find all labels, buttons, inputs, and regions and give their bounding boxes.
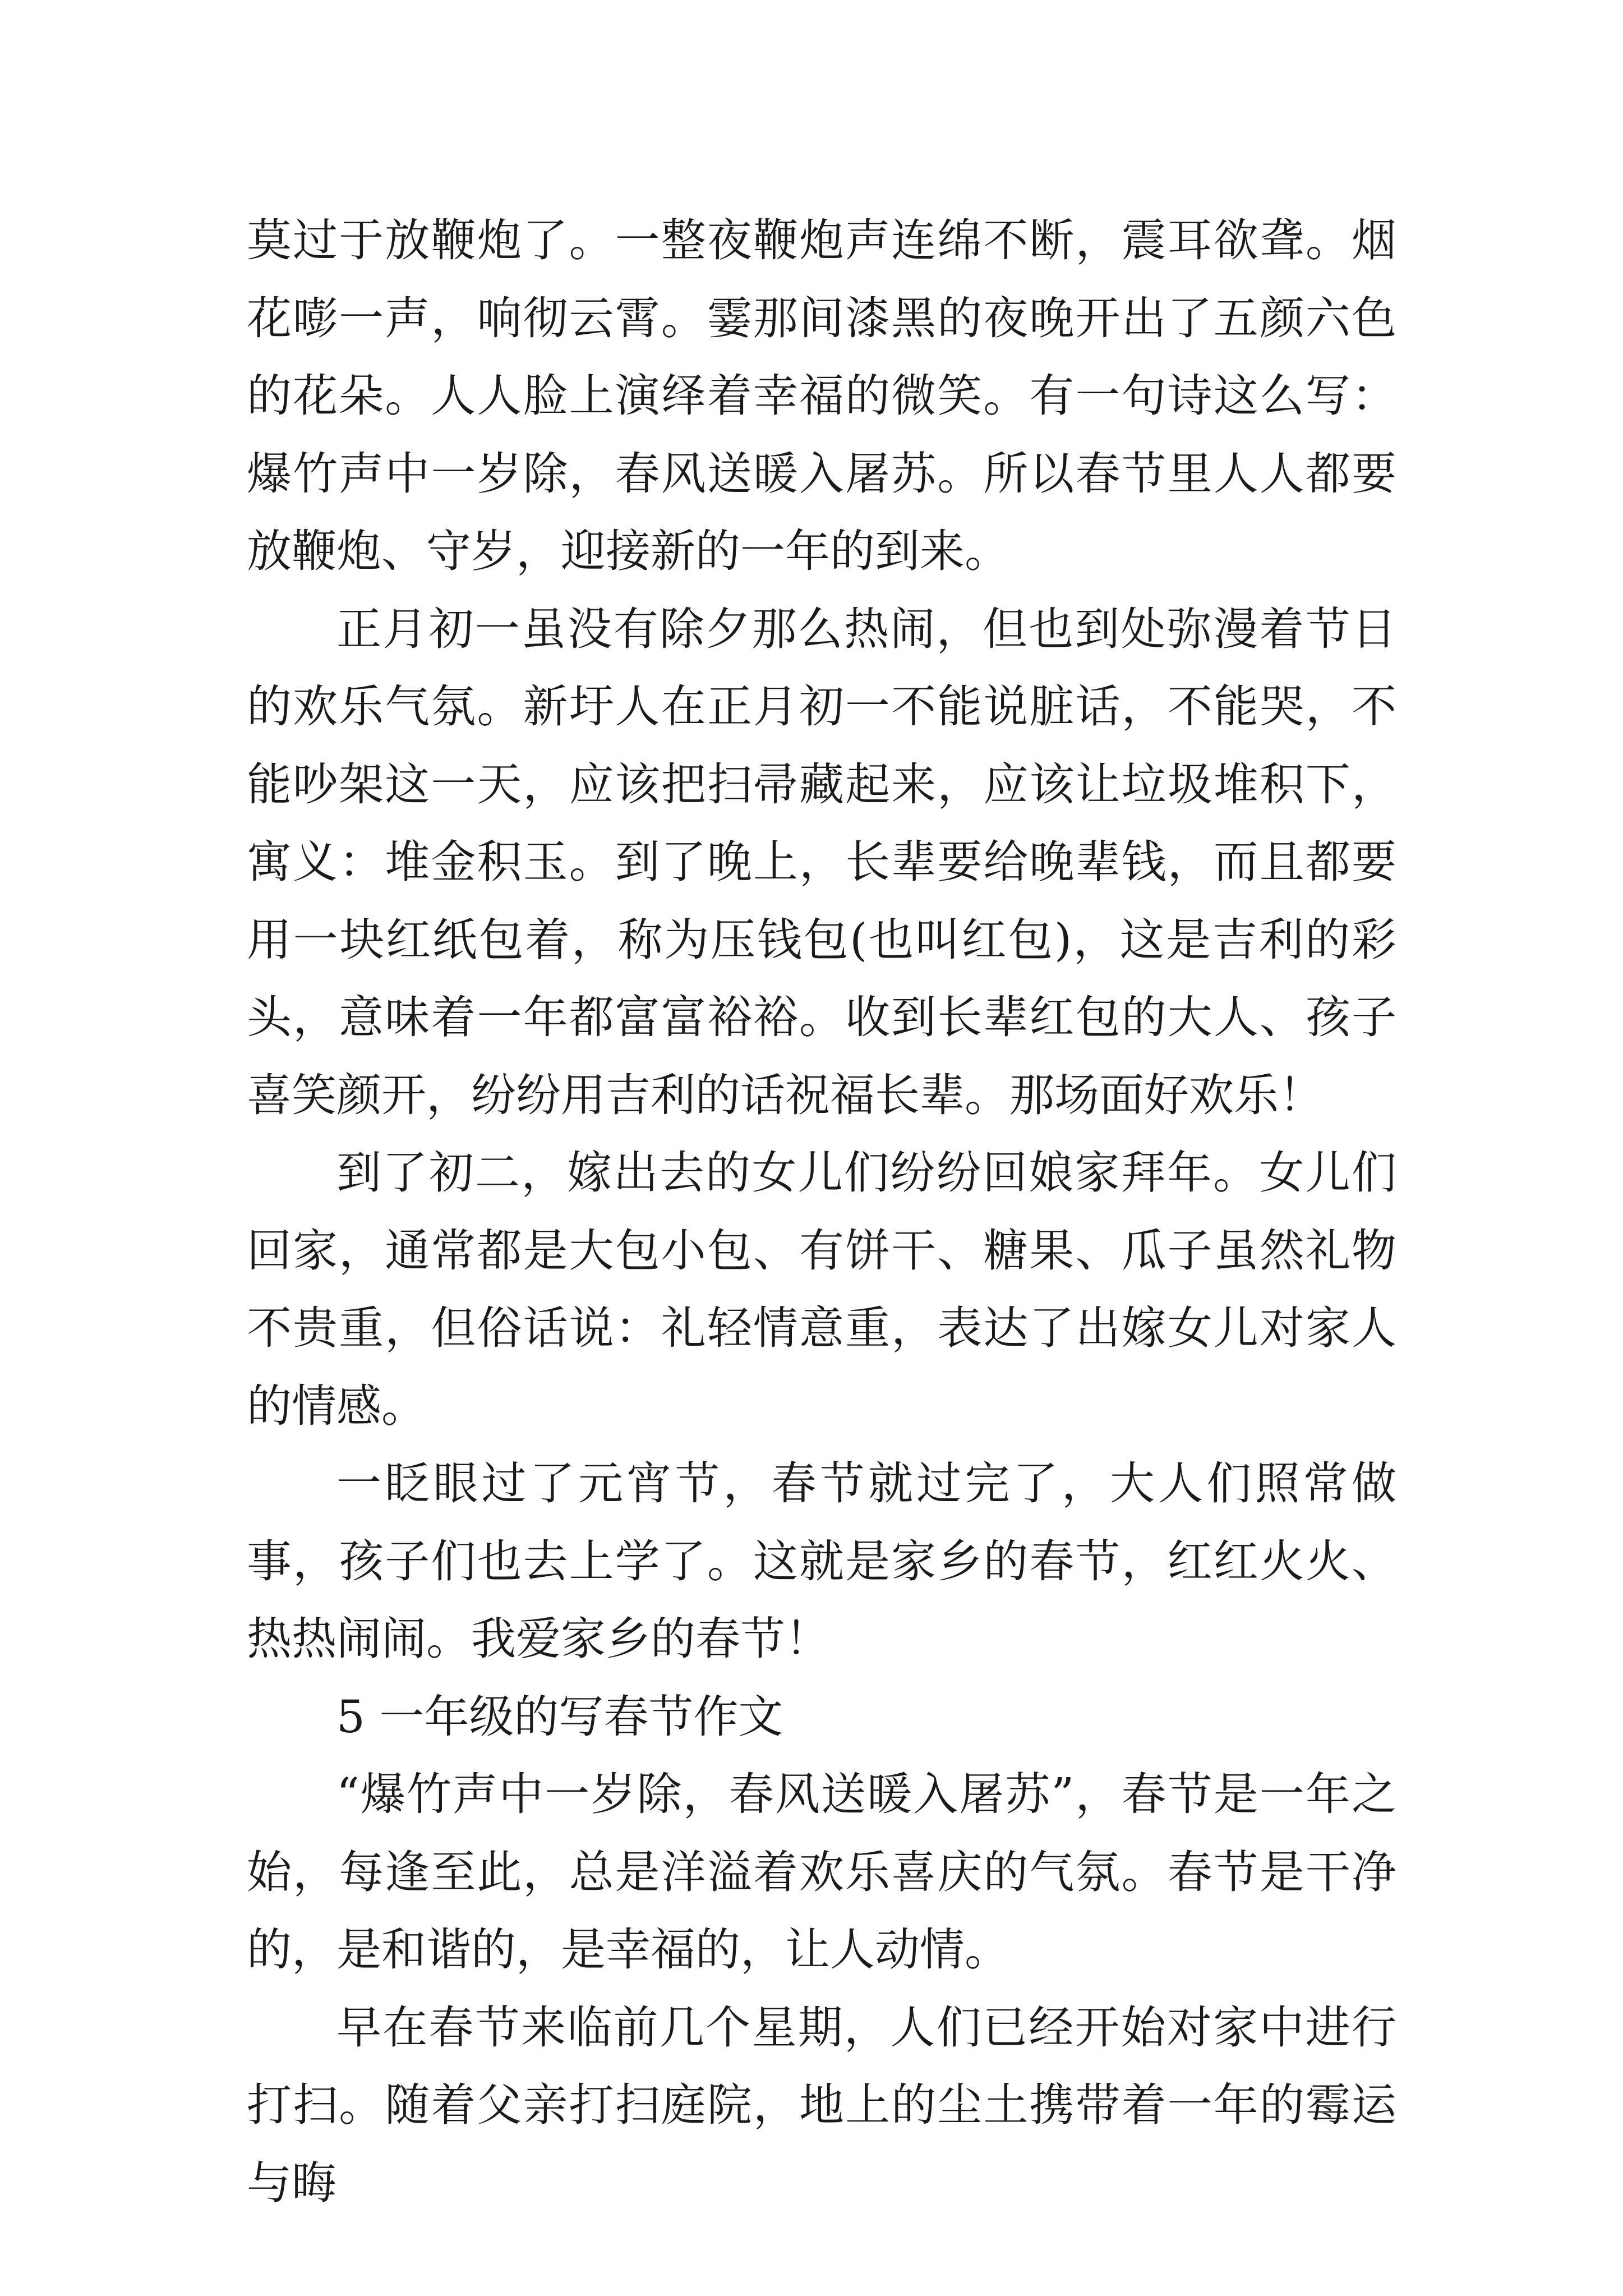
paragraph-6: 早在春节来临前几个星期，人们已经开始对家中进行打扫。随着父亲打扫庭院，地上的尘土携带着一年的霉运与晦 (247, 2001, 1396, 2209)
paragraph-4: 一眨眼过了元宵节，春节就过完了，大人们照常做事，孩子们也去上学了。这就是家乡的春节，红红火火、热热闹闹。我爱家乡的春节！ (247, 1457, 1396, 1665)
paragraph-2: 正月初一虽没有除夕那么热闹，但也到处弥漫着节日的欢乐气氛。新圩人在正月初一不能说脏话，不能哭，不能吵架这一天，应该把扫帚藏起来，应该让垃圾堆积下，寓义：堆金积玉。到了晚上，长辈要给晚辈钱，而且都要用一块红纸包着，称为压钱包(也叫红包)，这是吉利的彩头，意味着一年都富富裕裕。收到长辈红包的大人、孩子喜笑颜开，纷纷用吉利的话祝福长辈。那场面好欢乐！ (247, 602, 1396, 1121)
section-heading: 5 一年级的写春节作文 (336, 1690, 783, 1743)
paragraph-3: 到了初二，嫁出去的女儿们纷纷回娘家拜年。女儿们回家，通常都是大包小包、有饼干、糖果、瓜子虽然礼物不贵重，但俗话说：礼轻情意重，表达了出嫁女儿对家人的情感。 (247, 1147, 1396, 1432)
paragraph-5: “爆竹声中一岁除，春风送暖入屠苏”，春节是一年之始，每逢至此，总是洋溢着欢乐喜庆的气氛。春节是干净的，是和谐的，是幸福的，让人动情。 (247, 1768, 1396, 1976)
document-body (247, 202, 1396, 2222)
paragraph-1: 莫过于放鞭炮了。一整夜鞭炮声连绵不断，震耳欲聋。烟花嘭一声，响彻云霄。霎那间漆黑的夜晚开出了五颜六色的花朵。人人脸上演绎着幸福的微笑。有一句诗这么写：爆竹声中一岁除，春风送暖入屠苏。所以春节里人人都要放鞭炮、守岁，迎接新的一年的到来。 (247, 214, 1396, 577)
